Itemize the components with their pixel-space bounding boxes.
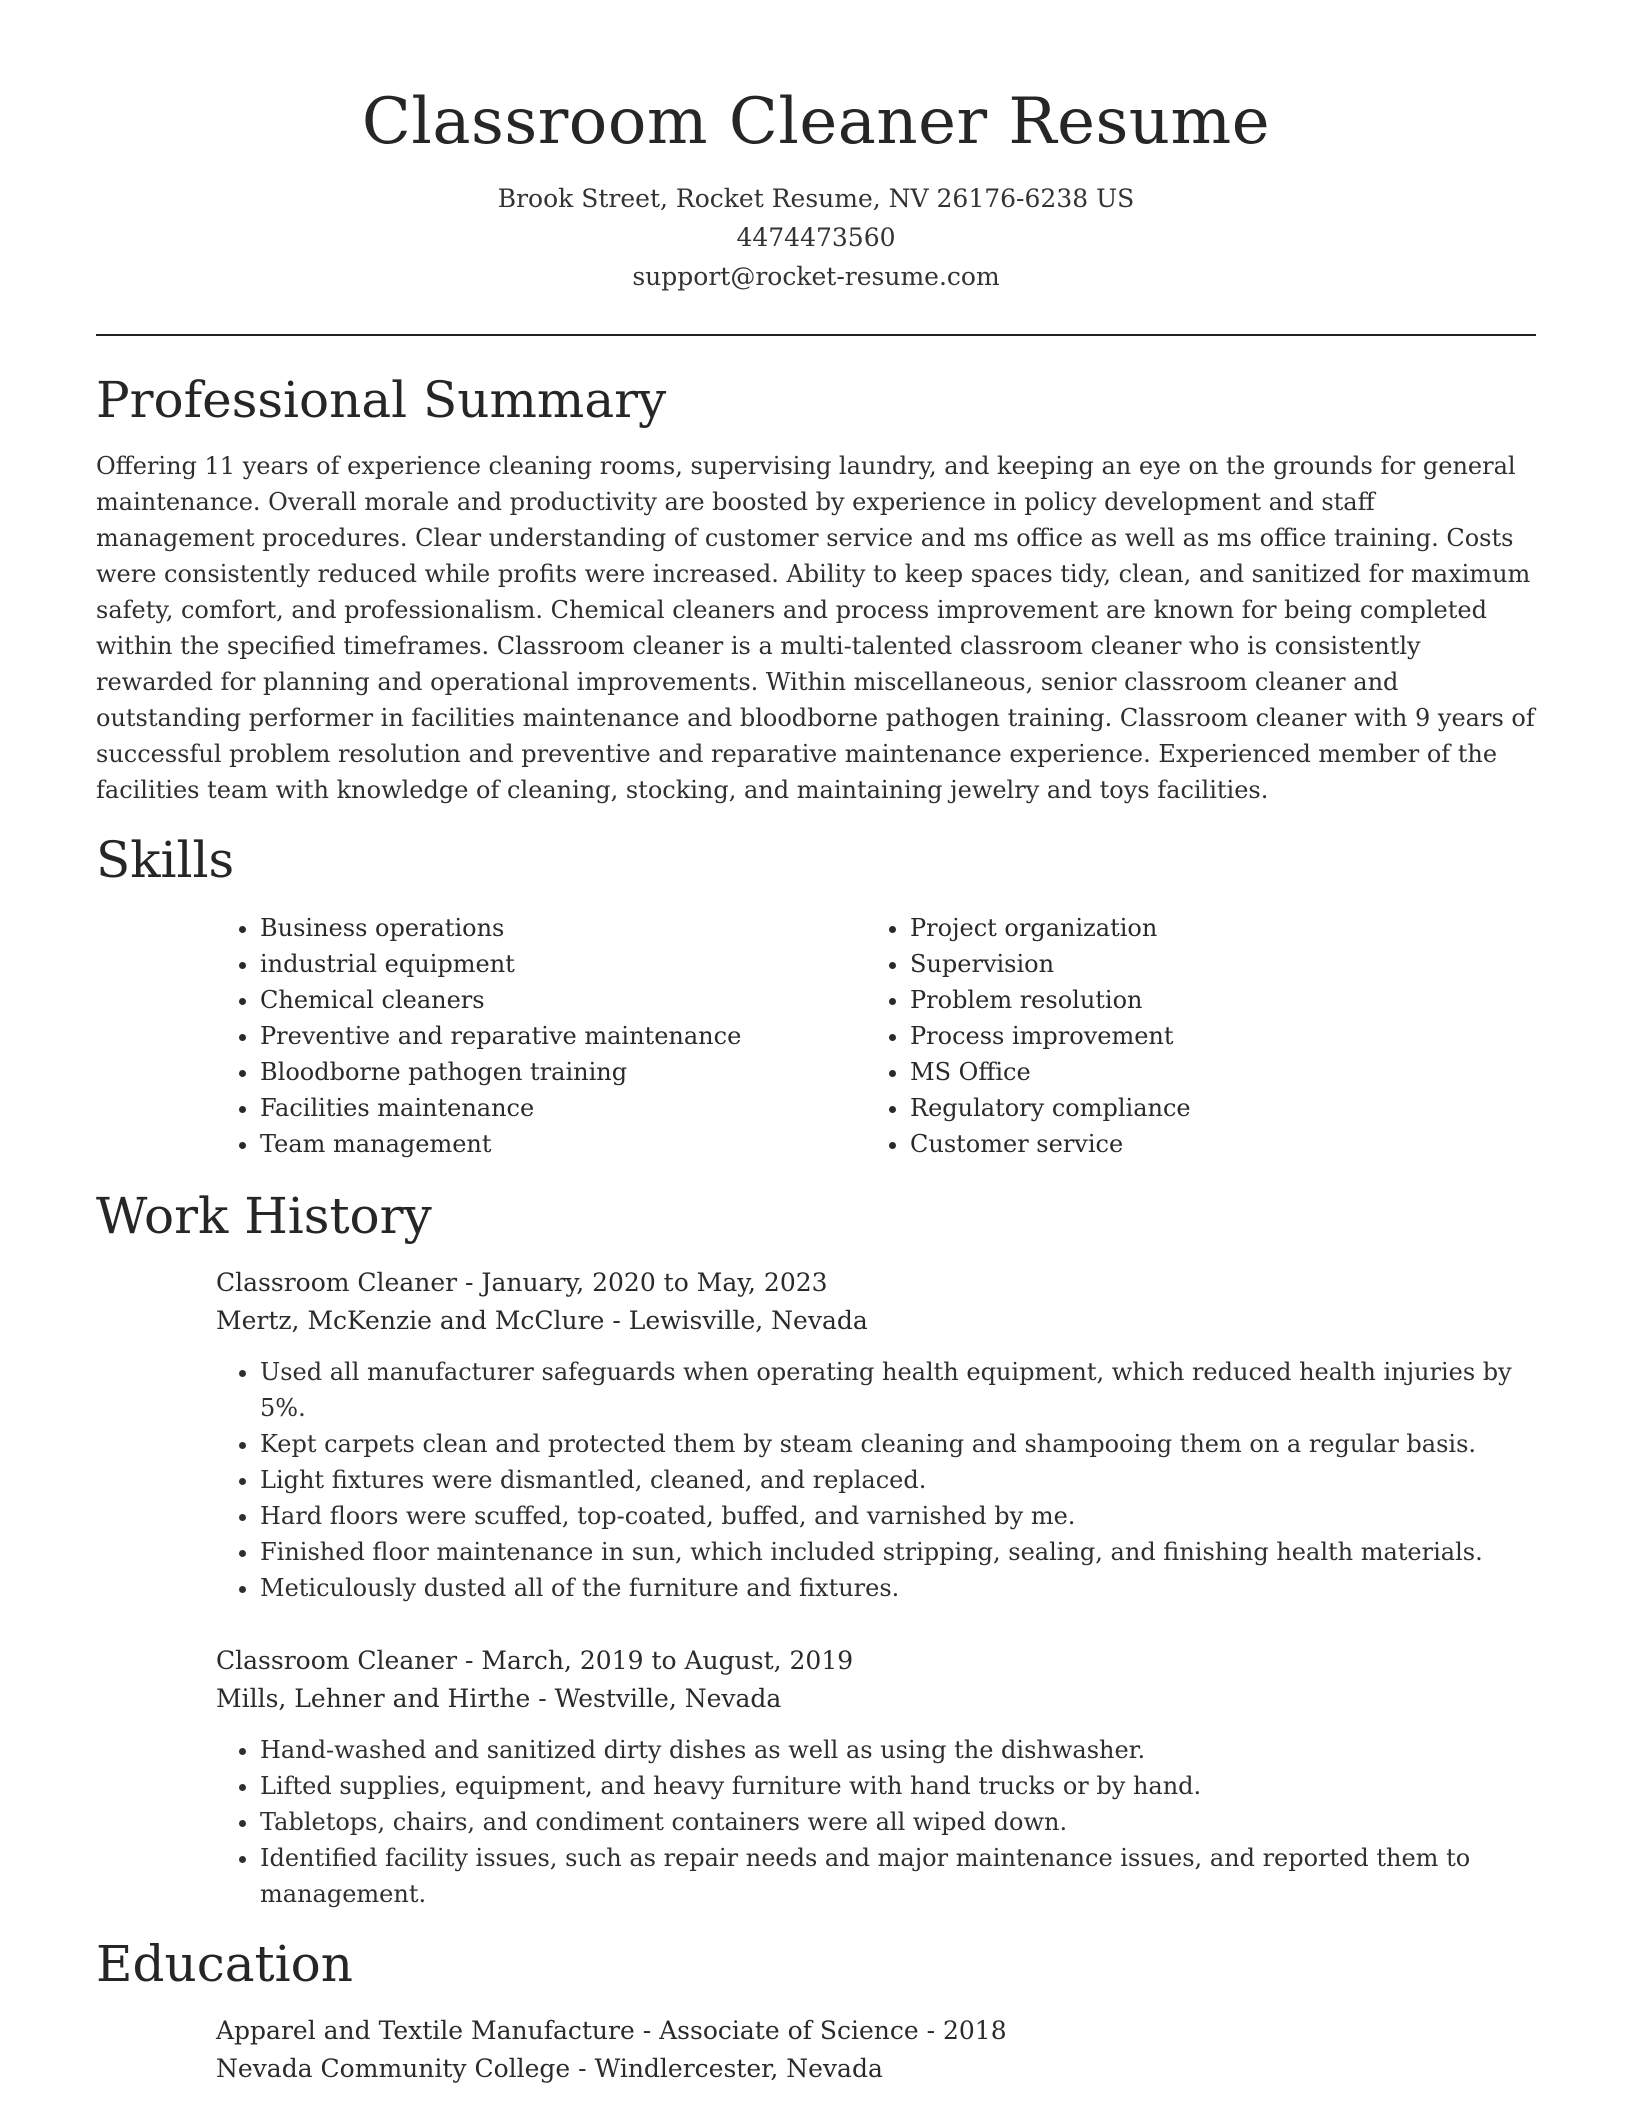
job-entry bbox=[216, 1264, 1536, 1606]
summary-section bbox=[96, 370, 1536, 808]
skills-heading: Skills bbox=[96, 830, 235, 889]
skill-item: • industrial equipment bbox=[260, 946, 866, 982]
skill-item: • Regulatory compliance bbox=[910, 1090, 1191, 1126]
education-school-line bbox=[216, 2050, 1536, 2088]
job-bullet: • Used all manufacturer safeguards when operating health equipment, which reduced health injuries by 5%. bbox=[260, 1354, 1536, 1426]
summary-heading: Professional Summary bbox=[96, 370, 667, 429]
job-entry bbox=[216, 1642, 1536, 1912]
resume-header bbox=[96, 0, 1536, 296]
contact-email: support@rocket-resume.com bbox=[632, 261, 1000, 291]
resume-title: Classroom Cleaner Resume bbox=[361, 85, 1271, 159]
separator: - bbox=[457, 1645, 482, 1675]
skill-item: • Chemical cleaners bbox=[260, 982, 866, 1018]
job-location: Westville, Nevada bbox=[554, 1683, 782, 1713]
job-company: Mertz, McKenzie and McClure bbox=[216, 1305, 605, 1335]
header-divider bbox=[96, 334, 1536, 336]
skills-section bbox=[96, 830, 1536, 1162]
job-bullet: • Meticulously dusted all of the furniture and fixtures. bbox=[260, 1570, 1536, 1606]
separator: - bbox=[918, 2015, 943, 2045]
work-history-section bbox=[96, 1186, 1536, 1912]
skill-item: • Bloodborne pathogen training bbox=[260, 1054, 866, 1090]
skill-item: • Preventive and reparative maintenance bbox=[260, 1018, 866, 1054]
job-bullet: • Hard floors were scuffed, top-coated, buffed, and varnished by me. bbox=[260, 1498, 1536, 1534]
education-degree-line bbox=[216, 2012, 1536, 2050]
job-bullet: • Kept carpets clean and protected them by steam cleaning and shampooing them on a regular basis. bbox=[260, 1426, 1536, 1462]
job-bullet: • Light fixtures were dismantled, cleaned, and replaced. bbox=[260, 1462, 1536, 1498]
separator: - bbox=[530, 1683, 555, 1713]
job-role: Classroom Cleaner bbox=[216, 1645, 458, 1675]
job-bullet: • Finished floor maintenance in sun, which included stripping, sealing, and finishing health materials. bbox=[260, 1534, 1536, 1570]
separator: - bbox=[570, 2053, 595, 2083]
job-company: Mills, Lehner and Hirthe bbox=[216, 1683, 531, 1713]
job-bullet: • Lifted supplies, equipment, and heavy furniture with hand trucks or by hand. bbox=[260, 1768, 1536, 1804]
job-company-line bbox=[216, 1680, 1536, 1718]
job-bullets bbox=[216, 1732, 1536, 1912]
skill-item: • Supervision bbox=[910, 946, 1191, 982]
education-heading: Education bbox=[96, 1934, 353, 1993]
summary-text: Offering 11 years of experience cleaning rooms, supervising laundry, and keeping an eye on the grounds for general maintenance. Overall morale and productivity are boosted by experience in policy development and staff management procedures. Clear understanding of customer service and ms office as well as ms office training. Costs were consistently reduced while profits were increased. Ability to keep spaces tidy, clean, and sanitized for maximum safety, comfort, and professionalism. Chemical cleaners and process improvement are known for being completed within the specified timeframes. Classroom cleaner is a multi-talented classroom cleaner who is consistently rewarded for planning and operational improvements. Within miscellaneous, senior classroom cleaner and outstanding performer in facilities maintenance and bloodborne pathogen training. Classroom cleaner with 9 years of successful problem resolution and preventive and reparative maintenance experience. Experienced member of the facilities team with knowledge of cleaning, stocking, and maintaining jewelry and toys facilities. bbox=[96, 451, 1535, 804]
skill-item: • Project organization bbox=[910, 910, 1191, 946]
skill-item: • Process improvement bbox=[910, 1018, 1191, 1054]
skill-item: • Facilities maintenance bbox=[260, 1090, 866, 1126]
skill-item: • Customer service bbox=[910, 1126, 1191, 1162]
job-title-line bbox=[216, 1264, 1536, 1302]
education-section bbox=[96, 1934, 1536, 2088]
skill-item: • Team management bbox=[260, 1126, 866, 1162]
work-history-heading: Work History bbox=[96, 1186, 432, 1245]
job-bullets bbox=[216, 1354, 1536, 1606]
contact-block bbox=[96, 179, 1536, 296]
job-company-line bbox=[216, 1302, 1536, 1340]
education-program: Apparel and Textile Manufacture bbox=[216, 2015, 635, 2045]
job-bullet: • Identified facility issues, such as repair needs and major maintenance issues, and reported them to management. bbox=[260, 1840, 1536, 1912]
job-dates: March, 2019 to August, 2019 bbox=[481, 1645, 854, 1675]
skill-item: • Business operations bbox=[260, 910, 866, 946]
separator: - bbox=[604, 1305, 629, 1335]
skill-item: • Problem resolution bbox=[910, 982, 1191, 1018]
job-role: Classroom Cleaner bbox=[216, 1267, 458, 1297]
contact-address: Brook Street, Rocket Resume, NV 26176-6238 US bbox=[497, 183, 1135, 213]
separator: - bbox=[634, 2015, 660, 2045]
education-location: Windlercester, Nevada bbox=[594, 2053, 883, 2083]
skills-columns bbox=[216, 910, 1536, 1162]
job-bullet: • Hand-washed and sanitized dirty dishes as well as using the dishwasher. bbox=[260, 1732, 1536, 1768]
separator: - bbox=[457, 1267, 482, 1297]
contact-phone: 4474473560 bbox=[736, 222, 896, 252]
skills-list-left bbox=[216, 910, 866, 1162]
education-degree: Associate of Science bbox=[659, 2015, 919, 2045]
education-year: 2018 bbox=[943, 2015, 1007, 2045]
skill-item: • MS Office bbox=[910, 1054, 1191, 1090]
job-location: Lewisville, Nevada bbox=[628, 1305, 868, 1335]
education-entry bbox=[216, 2012, 1536, 2088]
job-title-line bbox=[216, 1642, 1536, 1680]
skills-list-right bbox=[866, 910, 1191, 1162]
job-dates: January, 2020 to May, 2023 bbox=[481, 1267, 828, 1297]
job-bullet: • Tabletops, chairs, and condiment containers were all wiped down. bbox=[260, 1804, 1536, 1840]
education-school: Nevada Community College bbox=[216, 2053, 571, 2083]
